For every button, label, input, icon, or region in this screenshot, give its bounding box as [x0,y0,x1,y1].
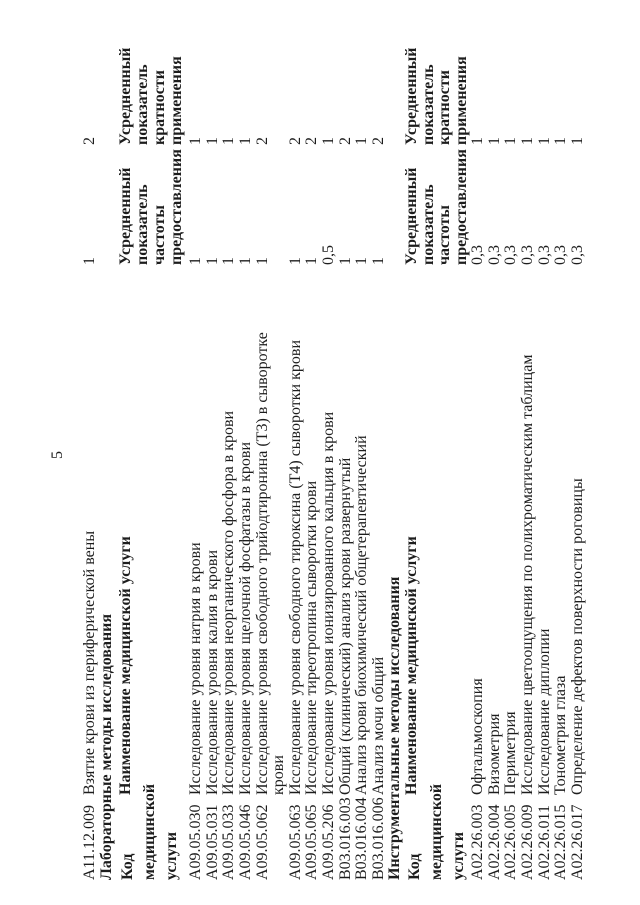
frequency-value: 0,5 [319,245,337,265]
header-name: Наименование медицинской услуги [117,536,135,795]
medical-services-table [82,30,586,880]
frequency-value: 0,3 [502,245,520,265]
frequency-value: 1 [203,257,221,265]
multiplicity-value: 1 [519,137,537,145]
service-code: B03.016.004 [353,797,371,880]
service-name: Исследование уровня свободного тироксина (Т4) сыворотки крови [286,339,304,795]
frequency-value: 0,3 [568,245,586,265]
multiplicity-value: 2 [336,137,354,145]
service-name: Тонометрия глаза [552,675,570,795]
frequency-value: 0,3 [519,245,537,265]
header-code: Код медицинской услуги [405,783,467,880]
service-name: Исследование уровня натрия в крови [187,542,205,795]
table-row [221,30,238,880]
section-title: Лабораторные методы исследования [97,613,115,880]
service-code: A02.26.017 [568,804,586,880]
multiplicity-value: 1 [220,137,238,145]
table-row [338,30,355,880]
table-row [255,30,288,880]
frequency-value: 1 [286,257,304,265]
service-name: Исследование уровня калия в крови [203,549,221,795]
frequency-value: 1 [81,257,98,265]
table-row [205,30,222,880]
frequency-value: 0,3 [552,245,570,265]
header-frequency: Усредненный показатель частоты предоставления [402,149,470,265]
multiplicity-value: 1 [187,137,205,145]
column-header-row [115,30,188,880]
frequency-value: 0,3 [469,245,487,265]
frequency-value: 0,3 [535,245,553,265]
service-code: B03.016.006 [369,797,387,880]
table-row [570,30,587,880]
header-multiplicity: Усредненный показатель кратности применения [117,47,186,145]
multiplicity-value: 1 [469,137,487,145]
section-title: Инструментальные методы исследования [386,576,404,880]
table-row [487,30,504,880]
multiplicity-value: 2 [303,137,321,145]
service-name: Общий (клинический) анализ крови развернутый [336,457,354,795]
frequency-value: 0,3 [485,245,503,265]
service-name: Визометрия [485,713,503,795]
section-heading-row [387,30,404,880]
multiplicity-value: 1 [353,137,371,145]
service-name: Исследование уровня щелочной фосфатазы в крови [236,441,254,795]
service-name: Исследование уровня ионизированного кальция в крови [319,411,337,795]
service-code: A09.05.062 [253,804,271,880]
table-row [371,30,388,880]
service-code: A09.05.046 [236,804,254,880]
service-name: Взятие крови из периферической вены [81,530,98,795]
multiplicity-value: 1 [203,137,221,145]
service-code: A09.05.065 [303,804,321,880]
service-code: A11.12.009 [81,805,98,880]
multiplicity-value: 2 [369,137,387,145]
table-row [321,30,338,880]
table-row [188,30,205,880]
section-heading-row [99,30,116,880]
service-name: Исследование цветоощущения по полихроматическим таблицам [519,354,537,795]
service-code: A02.26.004 [485,804,503,880]
service-code: A02.26.005 [502,804,520,880]
multiplicity-value: 2 [81,137,98,145]
multiplicity-value: 2 [286,137,304,145]
service-name: Исследование диплопии [535,628,553,795]
frequency-value: 1 [220,257,238,265]
service-code: A09.05.206 [319,804,337,880]
header-multiplicity: Усредненный показатель кратности применения [402,47,470,145]
service-code: A02.26.011 [535,805,553,880]
multiplicity-value: 1 [485,137,503,145]
service-name: Исследование уровня неорганического фосфора в крови [220,410,238,795]
multiplicity-value: 1 [236,137,254,145]
page-number: 5 [49,451,66,459]
column-header-row [404,30,470,880]
service-code: A09.05.063 [286,804,304,880]
frequency-value: 1 [336,257,354,265]
header-name: Наименование медицинской услуги [402,536,420,795]
table-row [288,30,305,880]
service-code: B03.016.003 [336,797,354,880]
table-row [82,30,99,880]
service-code: A02.26.003 [469,804,487,880]
table-row [238,30,255,880]
table-row [503,30,520,880]
service-code: A02.26.009 [519,804,537,880]
frequency-value: 1 [369,257,387,265]
frequency-value: 1 [236,257,254,265]
header-frequency: Усредненный показатель частоты предоставления [117,149,186,265]
header-code: Код медицинской услуги [119,783,181,880]
multiplicity-value: 1 [552,137,570,145]
table-row [470,30,487,880]
service-name: Анализ крови биохимический общетерапевтический [353,435,371,795]
table-row [520,30,537,880]
table-row [354,30,371,880]
frequency-value: 1 [353,257,371,265]
frequency-value: 1 [187,257,205,265]
multiplicity-value: 1 [502,137,520,145]
service-name: Определение дефектов поверхности роговицы [568,478,586,795]
service-name: Анализ мочи общий [369,656,387,795]
service-code: A02.26.015 [552,804,570,880]
multiplicity-value: 1 [319,137,337,145]
service-name: Исследование тиреотропина сыворотки крови [303,480,321,795]
service-code: A09.05.033 [220,804,238,880]
table-row [553,30,570,880]
service-code: A09.05.031 [203,804,221,880]
service-code: A09.05.030 [187,804,205,880]
frequency-value: 1 [303,257,321,265]
service-name: Периметрия [502,711,520,795]
service-name: Офтальмоскопия [469,678,487,795]
multiplicity-value: 1 [535,137,553,145]
frequency-value: 1 [253,257,271,265]
multiplicity-value: 2 [253,137,271,145]
multiplicity-value: 1 [568,137,586,145]
service-name: Исследование уровня свободного трийодтиронина (Т3) в сыворотке крови [253,332,288,795]
table-row [304,30,321,880]
table-row [537,30,554,880]
